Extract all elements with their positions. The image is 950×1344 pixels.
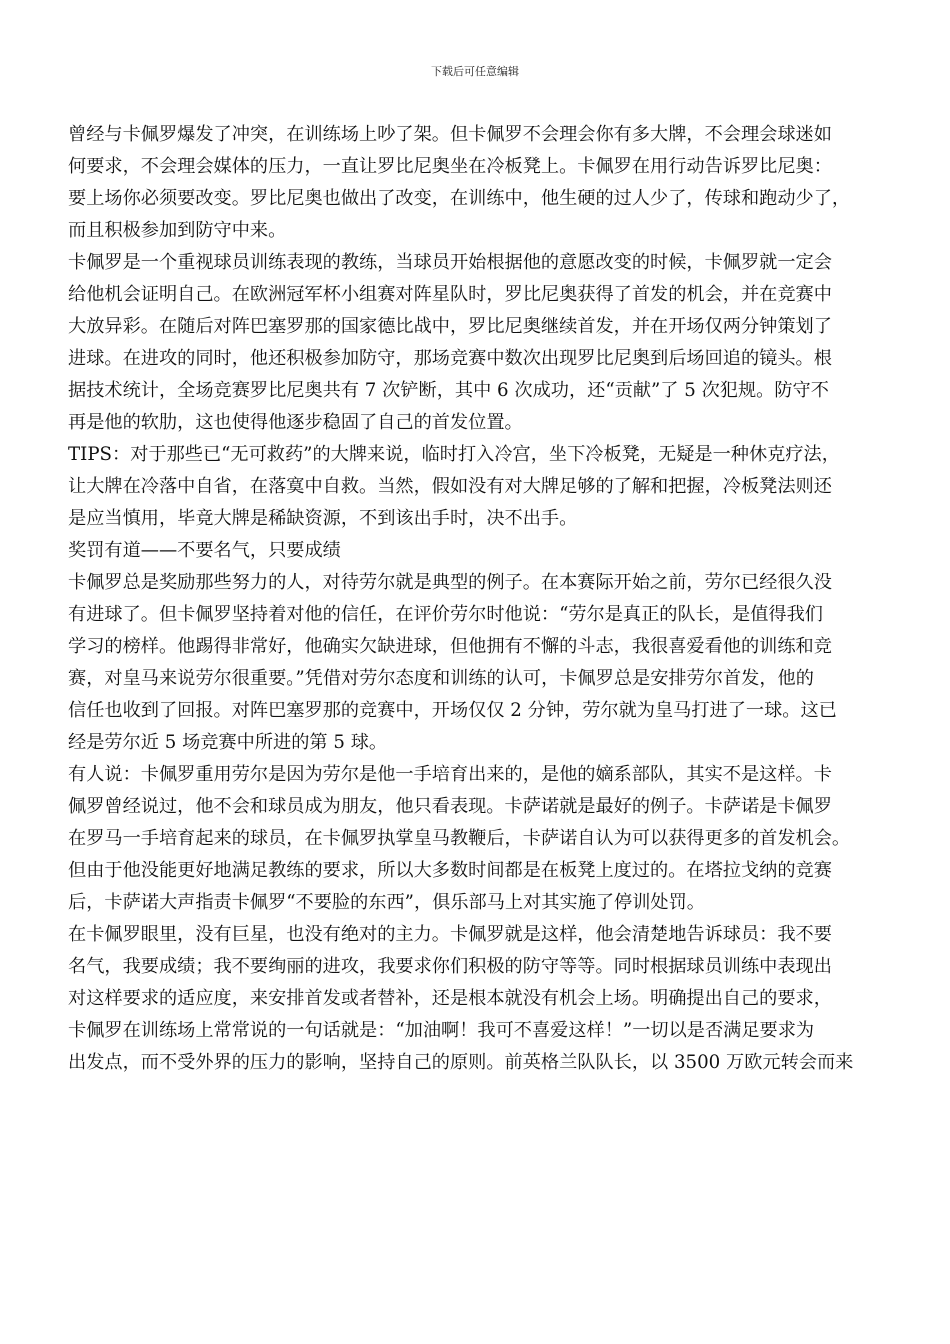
text-line: 再是他的软肋，这也使得他逐步稳固了自己的首发位置。 xyxy=(68,412,523,433)
text-line: 而且积极参加到防守中来。 xyxy=(68,220,287,241)
text-line: TIPS：对于那些已“无可救药”的大牌来说，临时打入冷宫，坐下冷板凳，无疑是一种休克疗法， xyxy=(68,444,840,465)
text-line: 名气，我要成绩；我不要绚丽的进攻，我要求你们积极的防守等等。同时根据球员训练中表现出 xyxy=(68,956,832,977)
text-line: 后，卡萨诺大声指责卡佩罗“不要脸的东西”，俱乐部马上对其实施了停训处罚。 xyxy=(68,892,705,913)
text-line: 进球。在进攻的同时，他还积极参加防守，那场竞赛中数次出现罗比尼奥到后场回追的镜头。根 xyxy=(68,348,832,369)
text-line: 出发点，而不受外界的压力的影响，坚持自己的原则。前英格兰队队长，以 3500 万欧元转会而来 xyxy=(68,1052,854,1073)
text-line: 是应当慎用，毕竟大牌是稀缺资源，不到该出手时，决不出手。 xyxy=(68,508,578,529)
text-line: 给他机会证明自己。在欧洲冠军杯小组赛对阵星队时，罗比尼奥获得了首发的机会，并在竞赛中 xyxy=(68,284,832,305)
text-line: 卡佩罗在训练场上常常说的一句话就是：“加油啊！我可不喜爱这样！”一切以是否满足要求为 xyxy=(68,1020,815,1041)
text-line: 在卡佩罗眼里，没有巨星，也没有绝对的主力。卡佩罗就是这样，他会清楚地告诉球员：我不要 xyxy=(68,924,832,945)
text-line: 信任也收到了回报。对阵巴塞罗那的竞赛中，开场仅仅 2 分钟，劳尔就为皇马打进了一球。这已 xyxy=(68,700,837,721)
text-line: 经是劳尔近 5 场竞赛中所进的第 5 球。 xyxy=(68,732,388,753)
text-line: 何要求，不会理会媒体的压力，一直让罗比尼奥坐在冷板凳上。卡佩罗在用行动告诉罗比尼奥： xyxy=(68,156,832,177)
section-heading: 奖罚有道——不要名气，只要成绩 xyxy=(68,540,341,561)
text-line: 曾经与卡佩罗爆发了冲突，在训练场上吵了架。但卡佩罗不会理会你有多大牌，不会理会球迷如 xyxy=(68,124,832,145)
text-line: 有人说：卡佩罗重用劳尔是因为劳尔是他一手培育出来的，是他的嫡系部队，其实不是这样。卡 xyxy=(68,764,832,785)
text-line: 佩罗曾经说过，他不会和球员成为朋友，他只看表现。卡萨诺就是最好的例子。卡萨诺是卡佩罗 xyxy=(68,796,832,817)
text-line: 对这样要求的适应度，来安排首发或者替补，还是根本就没有机会上场。明确提出自己的要求， xyxy=(68,988,832,1009)
text-line: 卡佩罗是一个重视球员训练表现的教练，当球员开始根据他的意愿改变的时候，卡佩罗就一定会 xyxy=(68,252,832,273)
text-line: 有进球了。但卡佩罗坚持着对他的信任，在评价劳尔时他说：“劳尔是真正的队长，是值得我们 xyxy=(68,604,823,625)
text-line: 但由于他没能更好地满足教练的要求，所以大多数时间都是在板凳上度过的。在塔拉戈纳的竞赛 xyxy=(68,860,832,881)
text-line: 赛，对皇马来说劳尔很重要。”凭借对劳尔态度和训练的认可，卡佩罗总是安排劳尔首发，他的 xyxy=(68,668,814,689)
text-line: 要上场你必须要改变。罗比尼奥也做出了改变，在训练中，他生硬的过人少了，传球和跑动少了， xyxy=(68,188,851,209)
page-header-note: 下载后可任意编辑 xyxy=(431,65,519,78)
text-line: 据技术统计，全场竞赛罗比尼奥共有 7 次铲断，其中 6 次成功，还“贡献”了 5 次犯规。防守不 xyxy=(68,380,829,401)
text-line: 在罗马一手培育起来的球员，在卡佩罗执掌皇马教鞭后，卡萨诺自认为可以获得更多的首发机会。 xyxy=(68,828,851,849)
text-line: 卡佩罗总是奖励那些努力的人，对待劳尔就是典型的例子。在本赛际开始之前，劳尔已经很久没 xyxy=(68,572,832,593)
text-line: 学习的榜样。他踢得非常好，他确实欠缺进球，但他拥有不懈的斗志，我很喜爱看他的训练和竞 xyxy=(68,636,832,657)
document-body xyxy=(68,119,883,1079)
text-line: 让大牌在冷落中自省，在落寞中自救。当然，假如没有对大牌足够的了解和把握，冷板凳法则还 xyxy=(68,476,832,497)
text-line: 大放异彩。在随后对阵巴塞罗那的国家德比战中，罗比尼奥继续首发，并在开场仅两分钟策划了 xyxy=(68,316,832,337)
